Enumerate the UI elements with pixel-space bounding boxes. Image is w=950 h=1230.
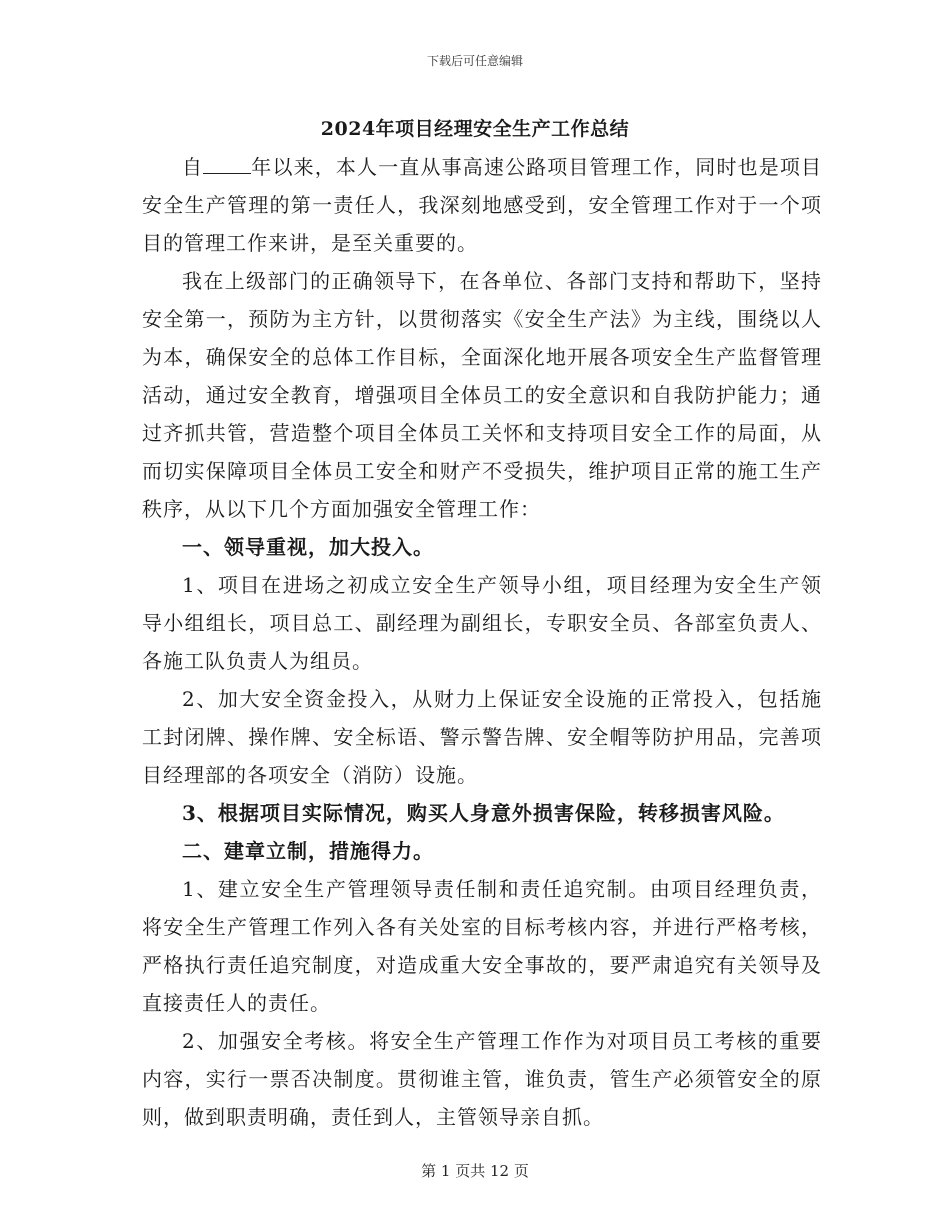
paragraph-1-3: 3、根据项目实际情况，购买人身意外损害保险，转移损害风险。	[182, 801, 785, 825]
paragraph-2-2: 2、加强安全考核。将安全生产管理工作作为对项目员工考核的重要内容，实行一票否决制度。贯彻谁主管，谁负责，管生产必须管安全的原则，做到职责明确，责任到人，主管领导亲自抓。	[142, 1029, 822, 1129]
paragraph-1-1: 1、项目在进场之初成立安全生产领导小组，项目经理为安全生产领导小组组长，项目总工、副经理为副组长，专职安全员、各部室负责人、各施工队负责人为组员。	[142, 573, 822, 673]
header-note: 下载后可任意编辑	[426, 54, 523, 68]
document-body	[142, 148, 822, 1136]
paragraph-overview: 我在上级部门的正确领导下，在各单位、各部门支持和帮助下，坚持安全第一，预防为主方针，以贯彻落实《安全生产法》为主线，围绕以人为本，确保安全的总体工作目标，全面深化地开展各项安全生产监督管理活动，通过安全教育，增强项目全体员工的安全意识和自我防护能力；通过齐抓共管，营造整个项目全体员工关怀和支持项目安全工作的局面，从而切实保障项目全体员工安全和财产不受损失，维护项目正常的施工生产秩序，从以下几个方面加强安全管理工作：	[142, 269, 822, 521]
intro-prefix: 自	[182, 155, 204, 179]
intro-suffix: 年以来，本人一直从事高速公路项目管理工作，同时也是项目安全生产管理的第一责任人，我深刻地感受到，安全管理工作对于一个项目的管理工作来讲，是至关重要的。	[142, 155, 823, 255]
blank-field	[203, 153, 251, 174]
page-footer: 第 1 页共 12 页	[421, 1162, 529, 1180]
document-title: 2024年项目经理安全生产工作总结	[320, 118, 630, 140]
section-heading-2: 二、建章立制，措施得力。	[182, 839, 434, 863]
section-heading-1: 一、领导重视，加大投入。	[182, 535, 434, 559]
paragraph-2-1: 1、建立安全生产管理领导责任制和责任追究制。由项目经理负责，将安全生产管理工作列入各有关处室的目标考核内容，并进行严格考核，严格执行责任追究制度，对造成重大安全事故的，要严肃追究有关领导及直接责任人的责任。	[142, 877, 822, 1015]
intro-paragraph	[142, 148, 822, 262]
paragraph-1-2: 2、加大安全资金投入，从财力上保证安全设施的正常投入，包括施工封闭牌、操作牌、安全标语、警示警告牌、安全帽等防护用品，完善项目经理部的各项安全（消防）设施。	[142, 687, 822, 787]
